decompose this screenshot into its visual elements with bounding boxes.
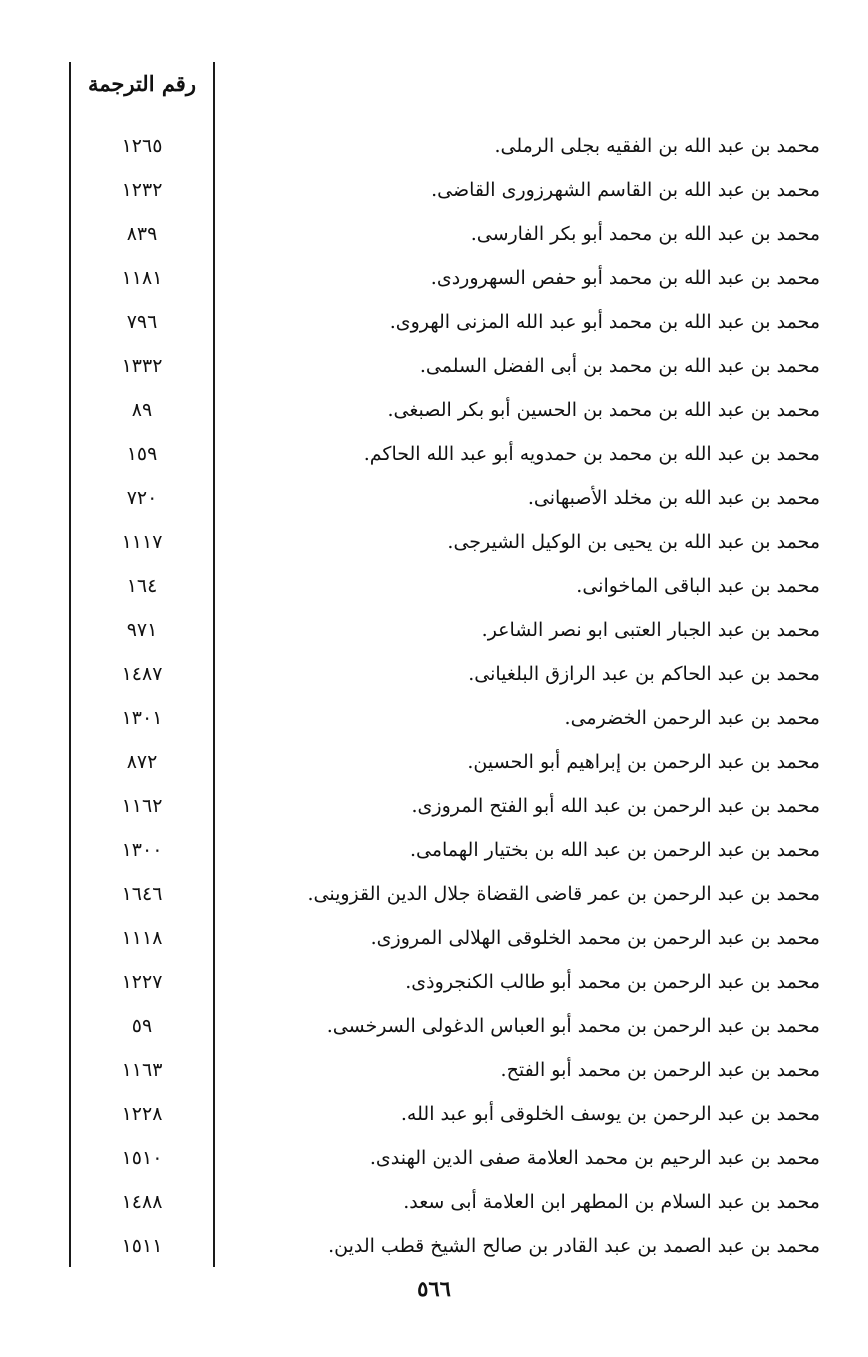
index-entry-row bbox=[0, 1092, 868, 1136]
index-entry-row bbox=[0, 960, 868, 1004]
entry-name: محمد بن عبد الرحمن بن محمد أبو العباس الدغولى السرخسى. bbox=[326, 1015, 820, 1037]
entry-biography-number: ٨٩ bbox=[131, 399, 153, 421]
entry-name: محمد بن عبد الله بن مخلد الأصبهانى. bbox=[527, 487, 820, 509]
entry-biography-number: ٩٧١ bbox=[126, 619, 158, 641]
entry-biography-number: ١٢٢٨ bbox=[121, 1103, 163, 1125]
index-entry-row bbox=[0, 1048, 868, 1092]
index-entry-row bbox=[0, 520, 868, 564]
entry-name: محمد بن عبد الرحمن بن عمر قاضى القضاة جلال الدين القزوينى. bbox=[307, 883, 820, 905]
entry-name: محمد بن عبد الجبار العتبى ابو نصر الشاعر. bbox=[481, 619, 820, 641]
entry-name: محمد بن عبد الحاكم بن عبد الرازق البلغيانى. bbox=[468, 663, 820, 685]
entry-biography-number: ١٢٣٢ bbox=[121, 179, 163, 201]
entry-name: محمد بن عبد الله بن محمد بن حمدويه أبو عبد الله الحاكم. bbox=[363, 443, 820, 465]
index-entry-row bbox=[0, 476, 868, 520]
column-header-biography-number: رقم الترجمة bbox=[87, 71, 196, 96]
entry-name: محمد بن عبد الرحمن بن عبد الله أبو الفتح المروزى. bbox=[411, 795, 820, 817]
index-entry-row bbox=[0, 652, 868, 696]
entry-name: محمد بن عبد الله بن محمد بن أبى الفضل السلمى. bbox=[419, 355, 820, 377]
entry-biography-number: ٥٩ bbox=[131, 1015, 153, 1037]
entry-biography-number: ١٢٢٧ bbox=[121, 971, 163, 993]
entry-biography-number: ١٥١١ bbox=[121, 1235, 163, 1257]
index-entry-row bbox=[0, 872, 868, 916]
entry-biography-number: ١٢٦٥ bbox=[121, 135, 163, 157]
entry-name: محمد بن عبد الله بن محمد أبو عبد الله المزنى الهروى. bbox=[389, 311, 820, 333]
index-entry-row bbox=[0, 1004, 868, 1048]
entry-name: محمد بن عبد الرحمن بن محمد أبو طالب الكنجروذى. bbox=[405, 971, 820, 993]
entry-biography-number: ١٣٠١ bbox=[121, 707, 163, 729]
entry-name: محمد بن عبد الرحمن بن عبد الله بن بختيار الهمامى. bbox=[409, 839, 820, 861]
entry-biography-number: ١٣٣٢ bbox=[121, 355, 163, 377]
index-entry-row bbox=[0, 344, 868, 388]
entry-name: محمد بن عبد الرحمن بن محمد الخلوقى الهلالى المروزى. bbox=[370, 927, 820, 949]
entry-biography-number: ١١٦٢ bbox=[121, 795, 163, 817]
index-entry-row bbox=[0, 916, 868, 960]
entry-name: محمد بن عبد الله بن يحيى بن الوكيل الشيرجى. bbox=[447, 531, 820, 553]
entry-biography-number: ١٦٤ bbox=[126, 575, 158, 597]
entry-biography-number: ٨٣٩ bbox=[126, 223, 158, 245]
entry-biography-number: ١٥١٠ bbox=[121, 1147, 163, 1169]
index-entry-row bbox=[0, 784, 868, 828]
index-entry-row bbox=[0, 1180, 868, 1224]
index-entry-row bbox=[0, 608, 868, 652]
entry-name: محمد بن عبد الرحمن بن محمد أبو الفتح. bbox=[500, 1059, 820, 1081]
index-entry-row bbox=[0, 828, 868, 872]
index-entry-row bbox=[0, 212, 868, 256]
entry-biography-number: ١٥٩ bbox=[126, 443, 158, 465]
index-entry-row bbox=[0, 564, 868, 608]
entry-biography-number: ١١٦٣ bbox=[121, 1059, 163, 1081]
entry-biography-number: ٧٩٦ bbox=[126, 311, 158, 333]
page-number: ٥٦٦ bbox=[417, 1276, 451, 1301]
index-entries bbox=[0, 124, 868, 1268]
entry-biography-number: ١٣٠٠ bbox=[121, 839, 163, 861]
index-entry-row bbox=[0, 696, 868, 740]
entry-biography-number: ٧٢٠ bbox=[126, 487, 158, 509]
entry-name: محمد بن عبد الله بن محمد أبو بكر الفارسى. bbox=[470, 223, 820, 245]
index-entry-row bbox=[0, 388, 868, 432]
index-entry-row bbox=[0, 168, 868, 212]
entry-biography-number: ٨٧٢ bbox=[126, 751, 158, 773]
entry-name: محمد بن عبد السلام بن المطهر ابن العلامة أبى سعد. bbox=[403, 1191, 820, 1213]
index-entry-row bbox=[0, 432, 868, 476]
index-entry-row bbox=[0, 1136, 868, 1180]
entry-biography-number: ١٤٨٨ bbox=[121, 1191, 163, 1213]
entry-name: محمد بن عبد الله بن محمد أبو حفص السهروردى. bbox=[430, 267, 820, 289]
index-entry-row bbox=[0, 256, 868, 300]
entry-name: محمد بن عبد الصمد بن عبد القادر بن صالح الشيخ قطب الدين. bbox=[328, 1235, 820, 1257]
entry-name: محمد بن عبد الباقى الماخوانى. bbox=[576, 575, 820, 597]
index-entry-row bbox=[0, 124, 868, 168]
entry-name: محمد بن عبد الله بن الفقيه بجلى الرملى. bbox=[494, 135, 820, 157]
entry-name: محمد بن عبد الله بن القاسم الشهرزورى القاضى. bbox=[431, 179, 820, 201]
entry-biography-number: ١٦٤٦ bbox=[121, 883, 163, 905]
entry-biography-number: ١١١٨ bbox=[121, 927, 163, 949]
entry-biography-number: ١٤٨٧ bbox=[121, 663, 163, 685]
index-entry-row bbox=[0, 740, 868, 784]
entry-name: محمد بن عبد الرحمن بن إبراهيم أبو الحسين. bbox=[467, 751, 820, 773]
index-entry-row bbox=[0, 1224, 868, 1268]
entry-name: محمد بن عبد الرحمن الخضرمى. bbox=[564, 707, 820, 729]
index-entry-row bbox=[0, 300, 868, 344]
entry-biography-number: ١١٨١ bbox=[121, 267, 163, 289]
entry-biography-number: ١١١٧ bbox=[121, 531, 163, 553]
entry-name: محمد بن عبد الرحيم بن محمد العلامة صفى الدين الهندى. bbox=[369, 1147, 820, 1169]
entry-name: محمد بن عبد الله بن محمد بن الحسين أبو بكر الصبغى. bbox=[387, 399, 820, 421]
entry-name: محمد بن عبد الرحمن بن يوسف الخلوقى أبو عبد الله. bbox=[400, 1103, 820, 1125]
